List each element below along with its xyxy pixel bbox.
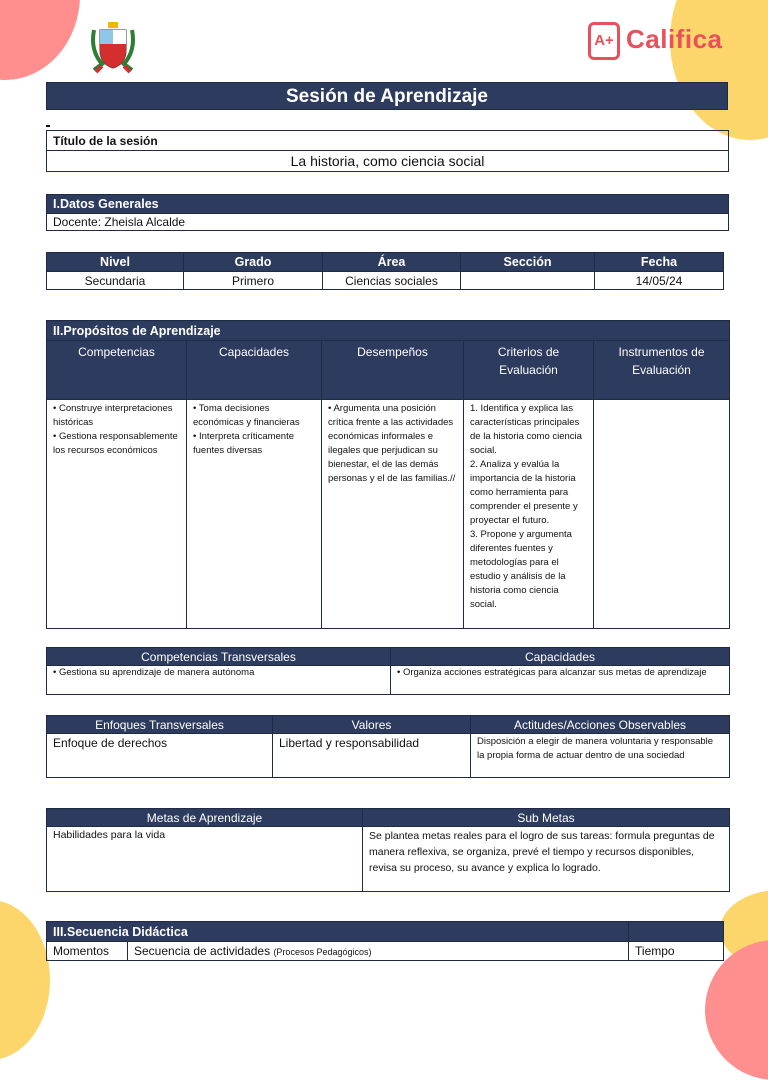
info-table: [46, 252, 724, 290]
docente-name: Docente: Zheisla Alcalde: [47, 214, 729, 231]
criterio-item: 2. Analiza y evalúa la importancia de la historia como herramienta para comprender el presente y proyectar el futuro.: [470, 459, 578, 526]
capacidad-item: • Toma decisiones económicas y financieras: [193, 402, 315, 430]
submeta-value: Se plantea metas reales para el logro de sus tareas: formula preguntas de manera reflexiva, se organiza, prevé el tiempo y recursos disponibles, revisa su proceso, su avance y explica lo logrado.: [363, 827, 730, 892]
propositos-header-desempenos: Desempeños: [322, 341, 464, 400]
secuencia-heading-blank: [629, 922, 724, 942]
instrumentos-cell: [594, 400, 730, 629]
metas-header-submetas: Sub Metas: [363, 809, 730, 827]
aplus-icon: A+: [588, 22, 620, 60]
competencia-item: • Construye interpretaciones históricas: [53, 402, 180, 430]
metas-header-metas: Metas de Aprendizaje: [47, 809, 363, 827]
criterios-cell: [464, 400, 594, 629]
transversales-table: [46, 647, 730, 695]
propositos-header-competencias: Competencias: [47, 341, 187, 400]
enfoques-table: [46, 715, 730, 778]
small-mark: [46, 125, 50, 127]
enfoques-header-valores: Valores: [273, 716, 471, 734]
enfoque-value: Enfoque de derechos: [47, 734, 273, 778]
decor-blob-top-left: [0, 0, 80, 80]
info-header-nivel: Nivel: [47, 253, 184, 272]
transversales-competencia-value: • Gestiona su aprendizaje de manera autónoma: [47, 666, 391, 695]
valor-value: Libertad y responsabilidad: [273, 734, 471, 778]
transversales-header-competencias: Competencias Transversales: [47, 648, 391, 666]
enfoques-header-actitudes: Actitudes/Acciones Observables: [471, 716, 730, 734]
transversales-header-capacidades: Capacidades: [391, 648, 730, 666]
transversales-capacidad-value: • Organiza acciones estratégicas para alcanzar sus metas de aprendizaje: [391, 666, 730, 695]
info-nivel-value: Secundaria: [47, 272, 184, 290]
desempeno-item: • Argumenta una posición crítica frente a las actividades económicas informales e ilegales que perjudican su bienestar, el de las demás personas y el de las familias.//: [328, 402, 457, 486]
brand-logo: [588, 20, 728, 64]
decor-blob-bottom-right-pink: [705, 940, 768, 1080]
competencias-cell: [47, 400, 187, 629]
decor-blob-bottom-left: [0, 900, 50, 1060]
capacidades-cell: [187, 400, 322, 629]
secuencia-col-note: (Procesos Pedagógicos): [273, 947, 372, 957]
propositos-table: [46, 320, 730, 629]
secuencia-col-momentos: Momentos: [47, 942, 128, 961]
info-fecha-value: 14/05/24: [595, 272, 724, 290]
propositos-header-capacidades: Capacidades: [187, 341, 322, 400]
propositos-header-instrumentos: Instrumentos de Evaluación: [594, 341, 730, 400]
criterio-item: 3. Propone y argumenta diferentes fuentes y metodologías para el estudio y análisis de la historia como ciencia social.: [470, 529, 572, 610]
propositos-header-criterios: Criterios de Evaluación: [464, 341, 594, 400]
criterio-item: 1. Identifica y explica las características principales de la historia como ciencia social.: [470, 403, 582, 456]
brand-name: Califica: [626, 24, 723, 54]
session-title-table: [46, 130, 729, 172]
competencia-item: • Gestiona responsablemente los recursos económicos: [53, 430, 180, 458]
datos-generales-table: [46, 194, 729, 231]
propositos-heading: II.Propósitos de Aprendizaje: [47, 321, 730, 341]
meta-value: Habilidades para la vida: [47, 827, 363, 892]
actitud-value: Disposición a elegir de manera voluntaria y responsable la propia forma de actuar dentro de una sociedad: [471, 734, 730, 778]
secuencia-col-tiempo: Tiempo: [629, 942, 724, 961]
desempenos-cell: [322, 400, 464, 629]
info-area-value: Ciencias sociales: [323, 272, 461, 290]
capacidad-item: • Interpreta críticamente fuentes diversas: [193, 430, 315, 458]
secuencia-table: [46, 921, 724, 961]
info-header-fecha: Fecha: [595, 253, 724, 272]
secuencia-col-actividades: Secuencia de actividades (Procesos Pedagógicos): [128, 942, 629, 961]
datos-generales-heading: I.Datos Generales: [47, 195, 729, 214]
secuencia-heading: III.Secuencia Didáctica: [47, 922, 629, 942]
coat-of-arms-icon: [88, 20, 138, 74]
info-header-grado: Grado: [184, 253, 323, 272]
metas-table: [46, 808, 730, 892]
page-title: Sesión de Aprendizaje: [46, 82, 728, 110]
info-seccion-value: [461, 272, 595, 290]
session-title-label: Título de la sesión: [47, 131, 729, 151]
info-header-area: Área: [323, 253, 461, 272]
session-title-value: La historia, como ciencia social: [47, 151, 729, 172]
enfoques-header-enfoques: Enfoques Transversales: [47, 716, 273, 734]
info-grado-value: Primero: [184, 272, 323, 290]
info-header-seccion: Sección: [461, 253, 595, 272]
